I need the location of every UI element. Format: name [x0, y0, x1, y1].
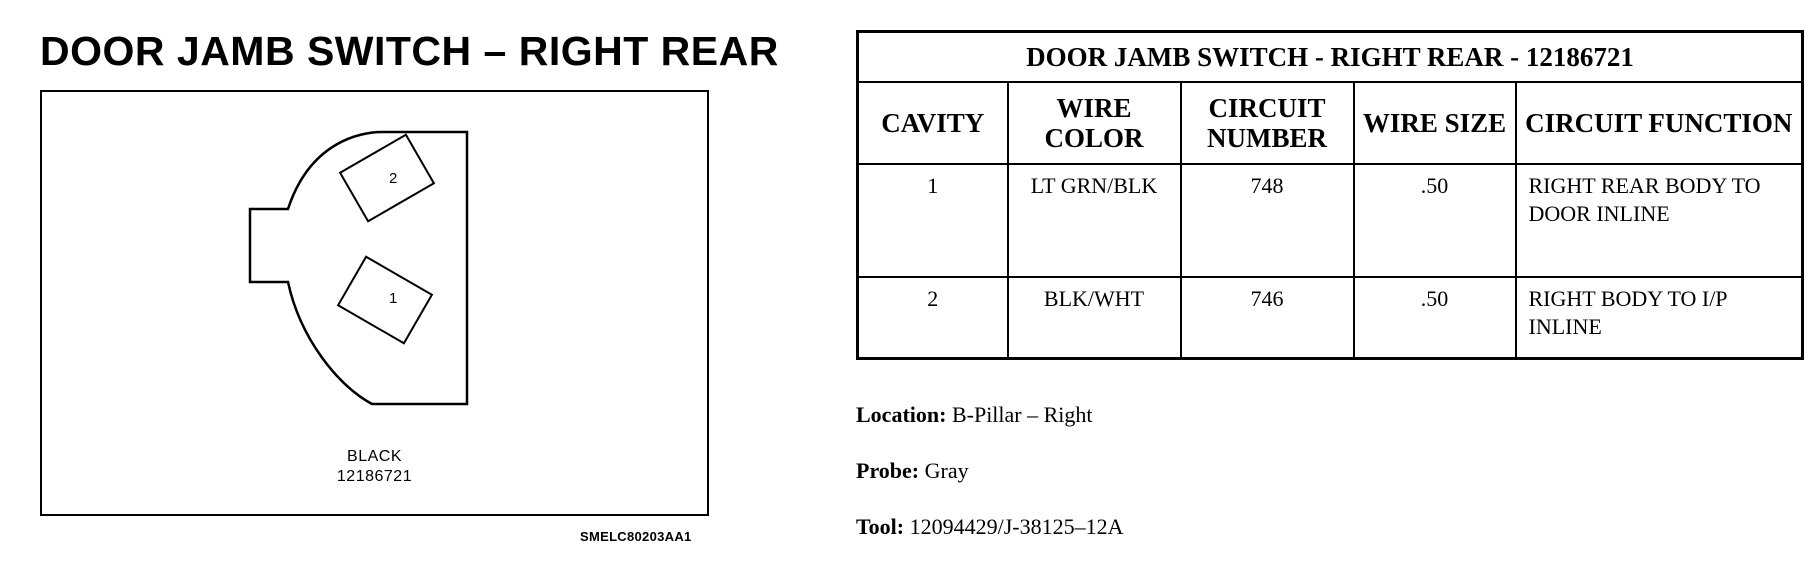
cell-wire-color: LT GRN/BLK — [1008, 164, 1181, 277]
location-line — [856, 402, 1093, 428]
cell-wire-size: .50 — [1354, 277, 1516, 359]
header-circuit-function: CIRCUIT FUNCTION — [1516, 82, 1803, 164]
location-value: B-Pillar – Right — [951, 402, 1093, 427]
diagram-title: DOOR JAMB SWITCH – RIGHT REAR — [40, 28, 779, 74]
pinout-table — [856, 30, 1804, 360]
probe-line — [856, 458, 969, 484]
cavity-label-2: 2 — [389, 170, 398, 187]
part-color: BLACK — [347, 448, 402, 465]
cell-wire-color: BLK/WHT — [1008, 277, 1181, 359]
part-number: 12186721 — [336, 468, 413, 485]
table-row — [858, 164, 1803, 277]
header-wire-color: WIRE COLOR — [1008, 82, 1181, 164]
cell-circuit-function: RIGHT REAR BODY TO DOOR INLINE — [1516, 164, 1803, 277]
cell-wire-size: .50 — [1354, 164, 1516, 277]
figure-code: SMELC80203AA1 — [580, 529, 692, 544]
probe-label: Probe: — [856, 458, 920, 483]
cavity-label-1: 1 — [389, 290, 398, 307]
cell-cavity: 2 — [858, 277, 1008, 359]
table-title: DOOR JAMB SWITCH - RIGHT REAR - 12186721 — [858, 32, 1803, 83]
table-header-row — [858, 82, 1803, 164]
location-label: Location: — [856, 402, 947, 427]
header-wire-size: WIRE SIZE — [1354, 82, 1516, 164]
cell-circuit-number: 748 — [1181, 164, 1354, 277]
cavity-1-rect — [338, 257, 432, 343]
probe-value: Gray — [924, 458, 969, 483]
tool-label: Tool: — [856, 514, 905, 539]
table-row — [858, 277, 1803, 359]
header-circuit-number: CIRCUIT NUMBER — [1181, 82, 1354, 164]
cell-circuit-number: 746 — [1181, 277, 1354, 359]
cavity-2-rect — [340, 135, 434, 221]
cell-cavity: 1 — [858, 164, 1008, 277]
connector-diagram — [40, 90, 709, 516]
tool-value: 12094429/J-38125–12A — [909, 514, 1124, 539]
header-cavity: CAVITY — [858, 82, 1008, 164]
tool-line — [856, 514, 1123, 540]
cell-circuit-function: RIGHT BODY TO I/P INLINE — [1516, 277, 1803, 359]
